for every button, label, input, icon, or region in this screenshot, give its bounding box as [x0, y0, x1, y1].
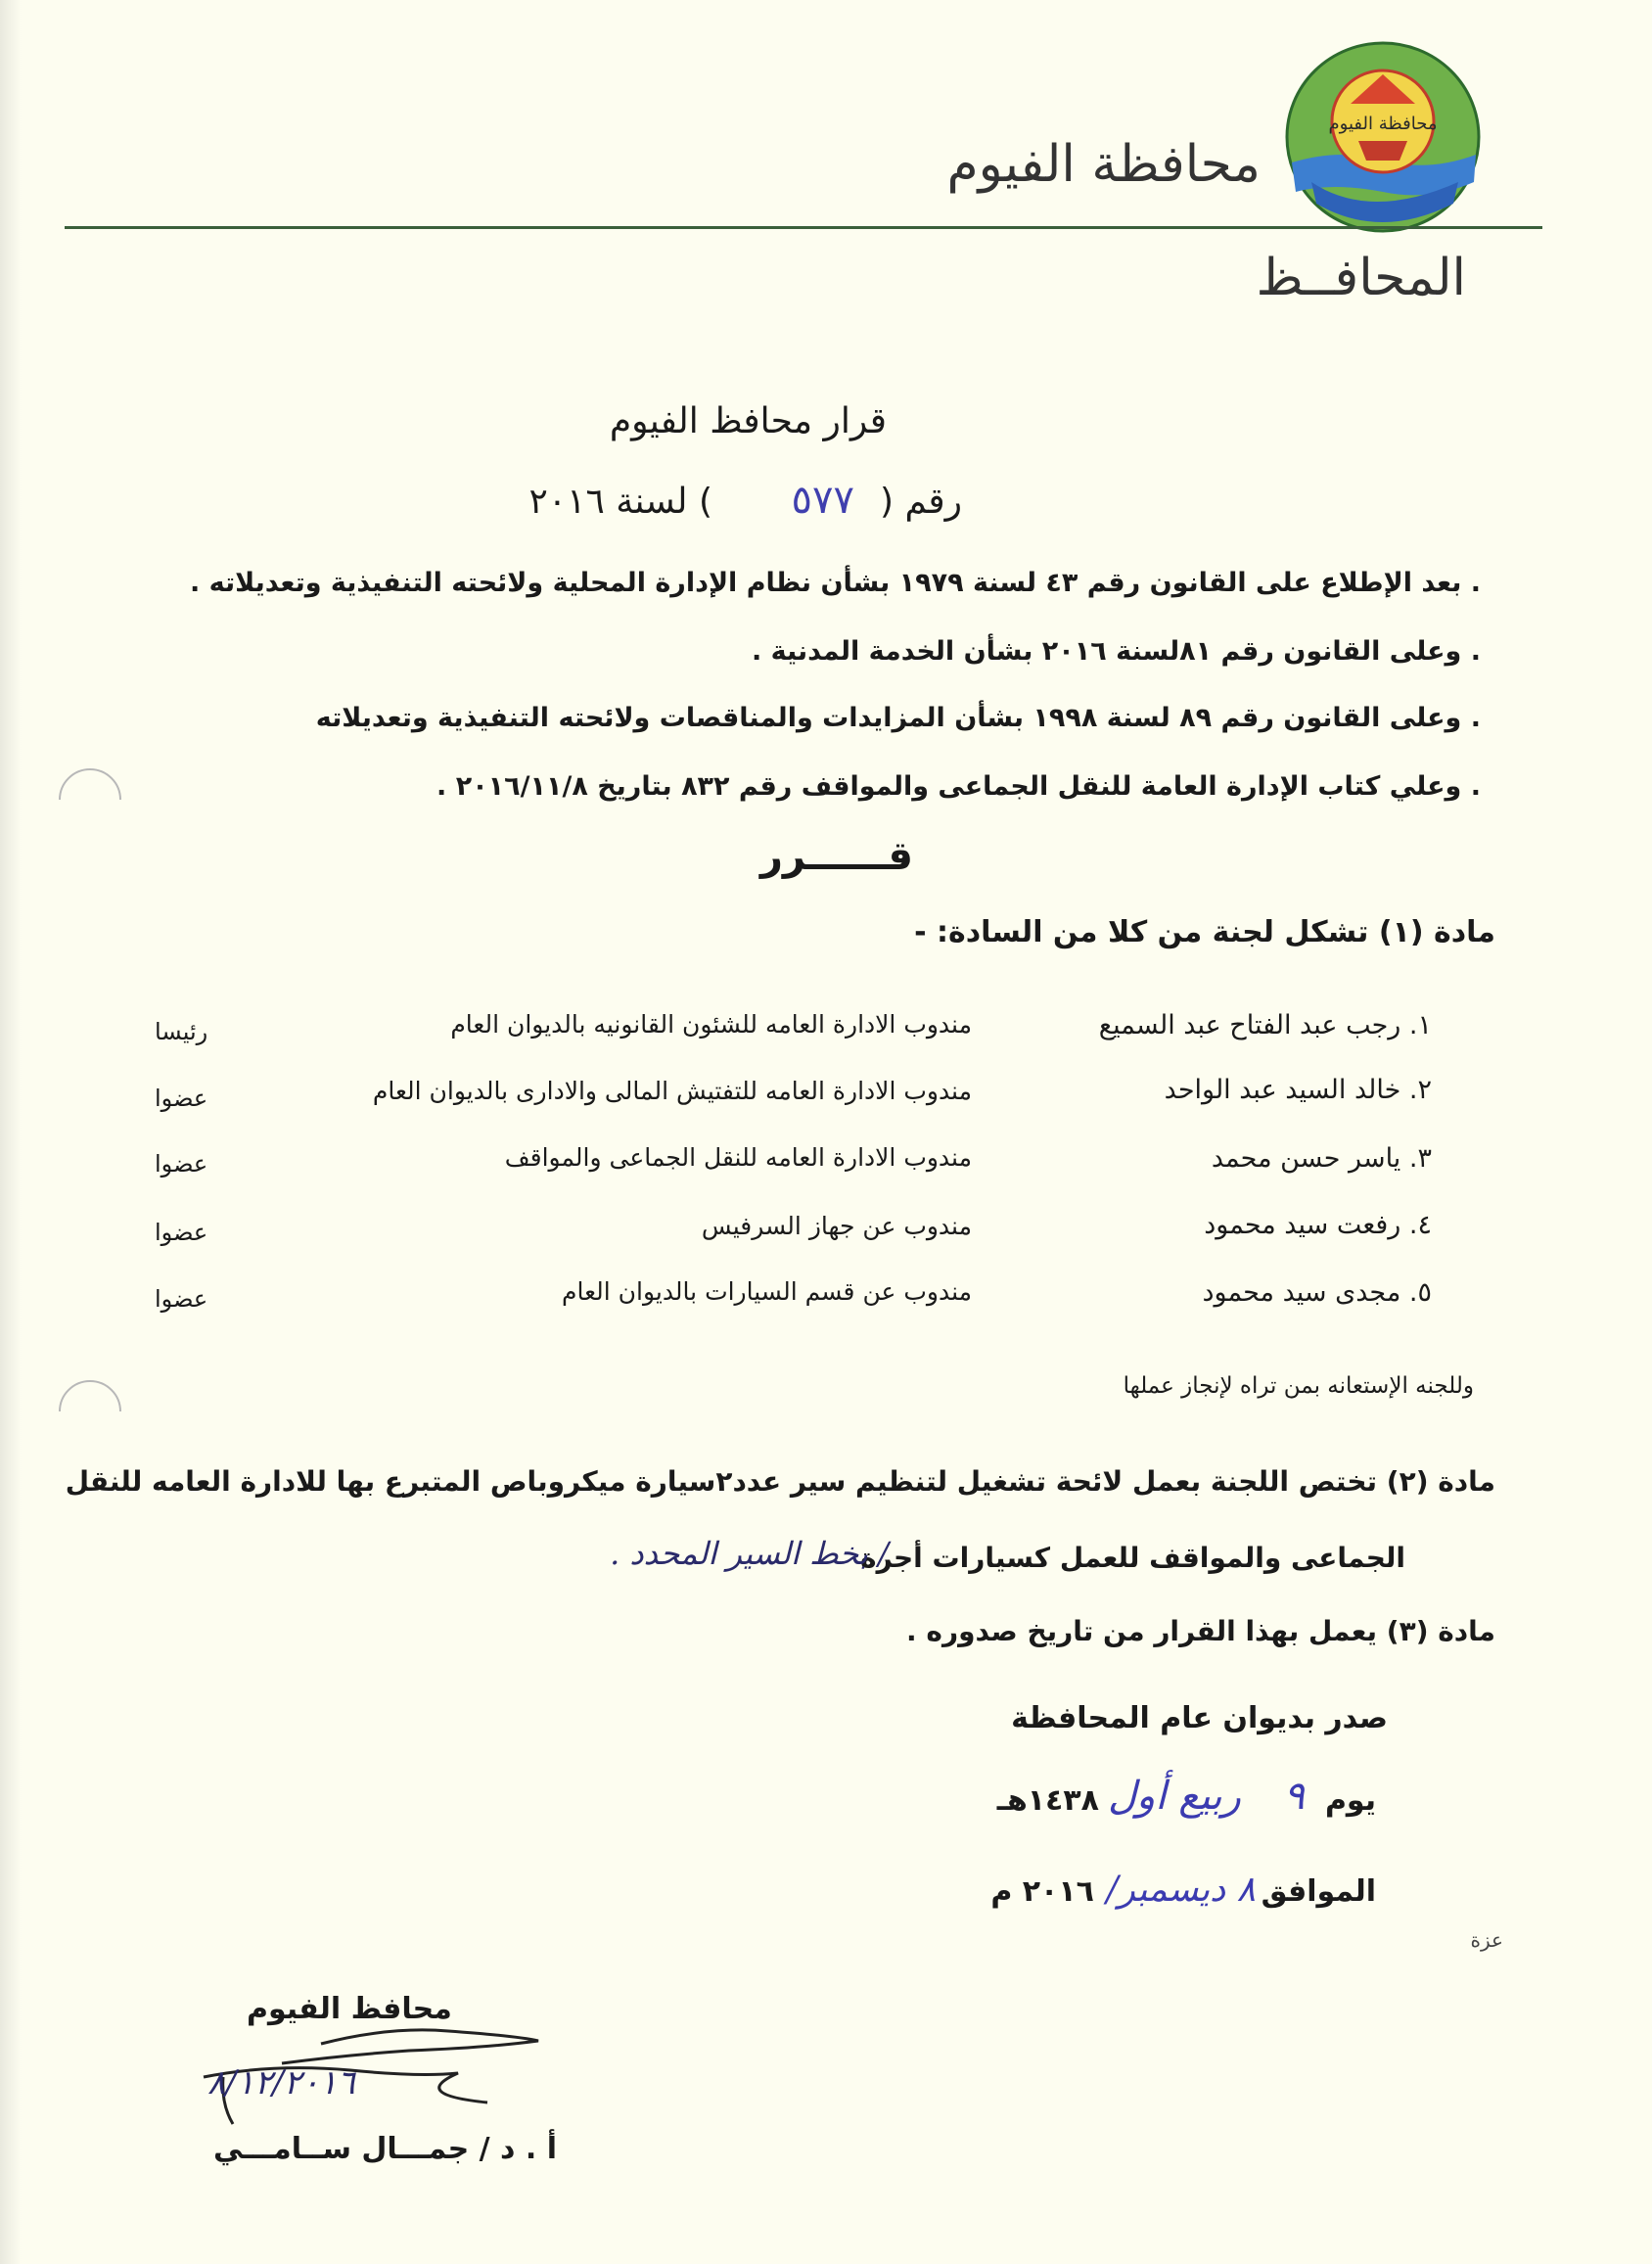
- member-position: رئيسا: [155, 1018, 208, 1045]
- governorate-emblem: [1282, 35, 1484, 235]
- article-3: مادة (٣) يعمل بهذا القرار من تاريخ صدوره .: [906, 1615, 1495, 1647]
- punch-hole: [59, 768, 121, 831]
- typist-initials: عزة: [1470, 1928, 1503, 1952]
- member-role: مندوب عن قسم السيارات بالديوان العام: [561, 1277, 972, 1306]
- member-role: مندوب عن جهاز السرفيس: [701, 1212, 972, 1240]
- signature-scribble: [194, 1987, 566, 2134]
- hijri-day: ٩: [1283, 1774, 1305, 1819]
- preamble-line: . وعلي كتاب الإدارة العامة للنقل الجماعى والمواقف رقم ٨٣٢ بتاريخ ٢٠١٦/١١/٨ .: [436, 771, 1481, 802]
- scan-edge: [0, 0, 22, 2264]
- preamble-line: . بعد الإطلاع على القانون رقم ٤٣ لسنة ١٩٧٩ بشأن نظام الإدارة المحلية ولائحته التنفيذية وتعديلاته .: [189, 568, 1481, 598]
- member-position: عضوا: [155, 1150, 208, 1178]
- signature-date: ٨/١٢/٢٠١٦: [207, 2063, 355, 2102]
- member-position: عضوا: [155, 1219, 208, 1246]
- gregorian-day-month: ٨ ديسمبر/: [1106, 1870, 1256, 1910]
- header-rule: [65, 226, 1542, 229]
- signatory-title: محافظ الفيوم: [247, 1992, 452, 2026]
- article-2-handwritten: / بخط السير المحدد .: [610, 1535, 889, 1572]
- governorate-name: محافظة الفيوم: [946, 135, 1261, 194]
- member-name: ٤. رفعت سيد محمود: [1204, 1210, 1432, 1240]
- punch-hole: [59, 1380, 121, 1443]
- preamble-line: . وعلى القانون رقم ٨٩ لسنة ١٩٩٨ بشأن المزايدات والمناقصات ولائحته التنفيذية وتعديلاته: [315, 703, 1481, 733]
- member-name: ٥. مجدى سيد محمود: [1202, 1277, 1432, 1308]
- member-role: مندوب الادارة العامه للنقل الجماعى والمواقف: [504, 1143, 972, 1172]
- member-name: ١. رجب عبد الفتاح عبد السميع: [1098, 1010, 1432, 1040]
- member-name: ٣. ياسر حسن محمد: [1211, 1143, 1432, 1174]
- decides-heading: قــــــرر: [759, 834, 913, 879]
- article-1: مادة (١) تشكل لجنة من كلا من السادة: -: [914, 915, 1495, 949]
- decision-number-value: ٥٧٧: [791, 478, 854, 523]
- article-2-line1: مادة (٢) تختص اللجنة بعمل لائحة تشغيل لتنظيم سير عدد٢سيارة ميكروباص المتبرع بها للادارة العامه للنقل: [65, 1465, 1495, 1498]
- helpers-note: وللجنه الإستعانه بمن تراه لإنجاز عملها: [1123, 1373, 1474, 1399]
- signatory-name: أ . د / جمـــال ســامـــي: [213, 2132, 558, 2166]
- hijri-month: ربيع أول: [1107, 1774, 1241, 1819]
- member-name: ٢. خالد السيد عبد الواحد: [1164, 1075, 1432, 1105]
- member-position: عضوا: [155, 1285, 208, 1313]
- member-position: عضوا: [155, 1085, 208, 1112]
- decision-number-year: ) لسنة ٢٠١٦: [528, 482, 712, 522]
- member-role: مندوب الادارة العامه للشئون القانونيه بالديوان العام: [450, 1010, 972, 1039]
- decision-number-label: رقم (: [879, 482, 962, 522]
- member-role: مندوب الادارة العامه للتفتيش المالى والادارى بالديوان العام: [372, 1077, 972, 1105]
- hijri-year: ١٤٣٨هـ: [996, 1783, 1099, 1818]
- decision-title: قرار محافظ الفيوم: [609, 401, 887, 441]
- gregorian-year: ٢٠١٦ م: [990, 1874, 1094, 1909]
- emblem-text: محافظة الفيوم: [1328, 114, 1438, 134]
- issued-at: صدر بديوان عام المحافظة: [1011, 1701, 1388, 1735]
- article-2-line2: الجماعى والمواقف للعمل كسيارات أجرة: [860, 1542, 1405, 1574]
- hijri-label: يوم: [1324, 1783, 1376, 1818]
- gregorian-label: الموافق: [1261, 1874, 1376, 1909]
- department-label: المحافــظ: [1256, 249, 1466, 307]
- preamble-line: . وعلى القانون رقم ٨١لسنة ٢٠١٦ بشأن الخدمة المدنية .: [751, 636, 1481, 667]
